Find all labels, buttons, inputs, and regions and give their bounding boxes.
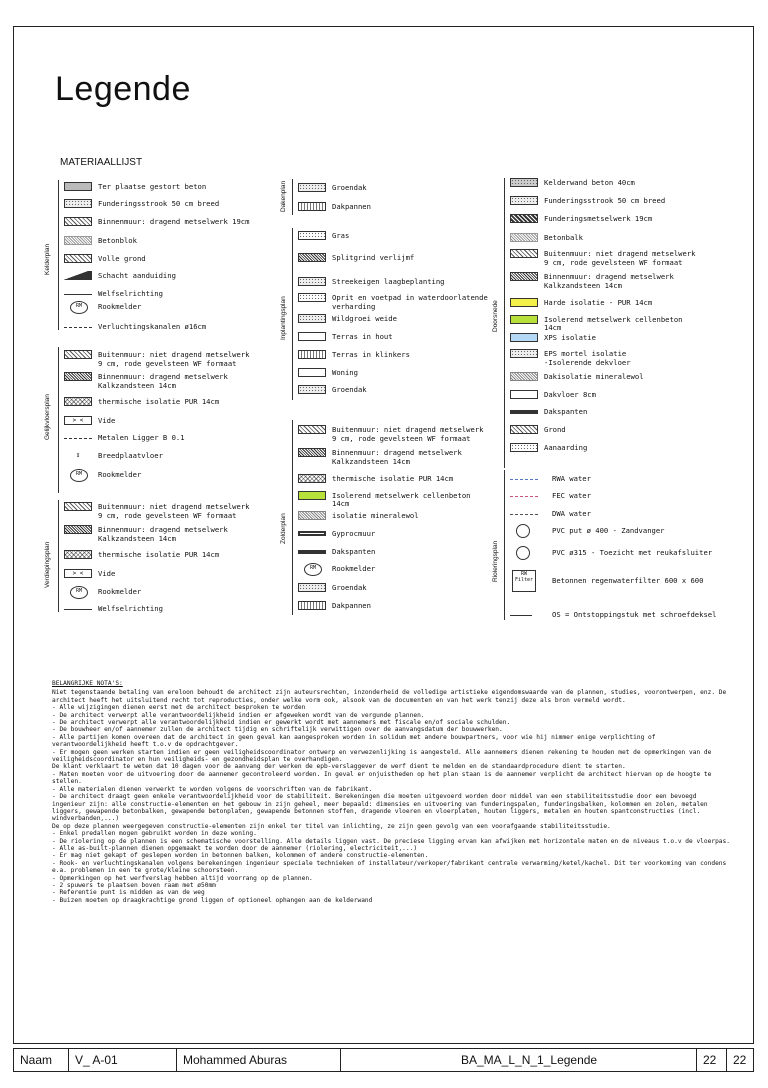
group-divider: [292, 179, 293, 215]
note-line: - De architect verwerpt alle verantwoordelijkheid indien er gewerkt wordt met aannemers met fiscale en/of sociale schulden.: [52, 719, 511, 727]
note-line: - Alle materialen dienen verwerkt te worden volgens de voorschriften van de fabrikant.: [52, 785, 373, 793]
section-subtitle: MATERIAALLIJST: [60, 157, 143, 168]
group-divider: [292, 420, 293, 615]
group-label: Dakenplan: [280, 180, 287, 212]
note-line: - 2 spuwers te plaatsen boven raam met ø50mm: [52, 881, 216, 889]
legend-column-2: Groendak Dakpannen Gras Splitgrind verlijmf Streekeigen laagbeplanting Oprit en voetpad in waterdoorlatende verharding Wildgroei weide Terras in hout Terras in klinkers Woning Groendak Buitenmuur: niet dragend metselwerk 9 cm, rode gevelsteen WF formaat Binnenmuur: dragend metselwerk Kalkzandsteen 14cm thermische isolatie PUR 14cm Isolerend metselwerk cellenbeton 14cm isolatie mineralewol Gyprocmuur Dakspanten RM Rookmelder Groendak Dakpannen: [298, 183, 498, 623]
note-line: - Buizen moeten op draagkrachtige grond liggen of optioneel ophangen aan de kelderwand: [52, 896, 373, 904]
note-line: - Referentie punt is midden as van de weg: [52, 889, 205, 897]
note-line: - De bouwheer en/of aannemer zullen de architect tijdig en schriftelijk verwittigen over de aanvangsdatum der bouwwerken.: [52, 726, 503, 734]
circle-icon: [516, 546, 530, 560]
important-notes: [52, 680, 732, 904]
footer-file: BA_MA_L_N_1_Legende: [341, 1049, 697, 1071]
note-line: De klant verklaart te weten dat 10 dagen voor de aanvang der werken de epb-verslaggever de werf dient te melden en de standaardprocedure dient te starten.: [52, 763, 626, 771]
group-label: Doorsnede: [492, 300, 499, 332]
note-line: De op deze plannen weergegeven constructie-elementen zijn enkel ter titel van inlichting, ze zijn geen gevolg van een voorafgaande stabiliteitsstudie.: [52, 822, 611, 830]
note-line: - Er mag niet gekapt of geslepen worden in betonnen balken, kolommen of andere constructie-elementen.: [52, 852, 429, 860]
group-label: Verdiepingsplan: [44, 541, 51, 588]
group-label: Zolderplan: [280, 513, 287, 544]
title-block: [13, 1048, 754, 1072]
note-line: - Enkel predallen mogen gebruikt worden in deze woning.: [52, 830, 257, 838]
footer-page: 22: [697, 1049, 727, 1071]
footer-total: 22: [733, 1053, 747, 1067]
group-divider: [58, 180, 59, 330]
footer-group: V_ A-01: [69, 1049, 177, 1071]
page-title: Legende: [55, 70, 191, 108]
smoke-detector-icon: RM: [70, 586, 88, 599]
group-divider: [292, 228, 293, 400]
smoke-detector-icon: RM: [70, 469, 88, 482]
note-line: - Opmerkingen op het werfverslag hebben altijd voorrang op de plannen.: [52, 874, 313, 882]
notes-title: BELANGRIJKE NOTA'S:: [52, 680, 123, 687]
group-divider: [504, 178, 505, 468]
group-label: Inplantingsplan: [280, 296, 287, 340]
filter-icon: RW Filter: [512, 570, 536, 592]
smoke-detector-icon: RM: [70, 301, 88, 314]
note-line: - De riolering op de plannen is een schematische voorstelling. Alle details liggen vast. De preciese ligging ervan kan afwijken met horizontale maten en de niveaus t.o.v de vloerpas.: [52, 837, 730, 845]
legend-column-1: Ter plaatse gestort beton Funderingsstrook 50 cm breed Binnenmuur: dragend metselwerk 19cm Betonblok Volle grond Schacht aanduiding Welfselrichting RM Rookmelder Verluchtingskanalen ø16cm Buitenmuur: niet dragend metselwerk 9 cm, rode gevelsteen WF formaat Binnenmuur: dragend metselwerk Kalkzandsteen 14cm thermische isolatie PUR 14cm > < Vide Metalen Ligger B 0.1 ↕ Breedplaatvloer RM Rookmelder Buitenmuur: niet dragend metselwerk 9 cm, rode gevelsteen WF formaat Binnenmuur: dragend metselwerk Kalkzandsteen 14cm thermische isolatie PUR 14cm > < Vide RM Rookmelder Welfselrichting: [64, 182, 274, 622]
legend-column-3: Kelderwand beton 40cm Funderingsstrook 50 cm breed Funderingsmetselwerk 19cm Betonbalk Buitenmuur: niet dragend metselwerk 9 cm, rode gevelsteen WF formaat Binnenmuur: dragend metselwerk Kalkzandsteen 14cm Harde isolatie - PUR 14cm Isolerend metselwerk cellenbeton 14cm XPS isolatie EPS mortel isolatie -Isolerende dekvloer Dakisolatie mineralewol Dakvloer 8cm Dakspanten Grond Aanaarding RWA water FEC water DWA water PVC put ø 400 - Zandvanger PVC ø315 - Toezicht met reukafsluiter RW Filter Betonnen regenwaterfilter 600 x 600 OS = Ontstoppingstuk met schroefdeksel: [510, 178, 750, 628]
footer-author: Mohammed Aburas: [177, 1049, 341, 1071]
note-line: - Alle as-built-plannen dienen opgemaakt te worden door de aannemer (riolering, electriciteit,...): [52, 844, 418, 852]
group-divider: [504, 470, 505, 620]
group-divider: [58, 347, 59, 493]
note-line: - Er mogen geen werken starten indien er geen veiligheidscoordinator ontwerp en verwezenlijking is aangesteld. Alle aannemers dienen rekening te houden met de opmerkingen van de veiligheidscoordinator en hun veiligheids- en gezondheidsplan te overhandigen.: [52, 748, 712, 764]
group-label: Gelijkvloersplan: [44, 394, 51, 440]
note-line: Niet tegenstaande betaling van ereloon behoudt de architect zijn auteursrechten, inzonderheid de volledige artistieke eigendomswaarde van de plannen, studies, voorontwerpen, enz. De architect heeft het uitsluitend recht tot reproducties, onder welke vorm ook, alsook van de documenten en van het werk tenzij deze als bron vermeld wordt.: [52, 689, 727, 704]
note-line: - De architect draagt geen enkele verantwoordelijkheid voor de stabiliteit. Berekeningen die moeten uitgevoerd worden door middel van een stabiliteitsstudie door een bevoegd ingenieur zijn: alle constructie-elementen en het gebouw in zijn geheel, meer bepaald: dimensies en uitvoering van funderingspalen, funderingsbalken, kolommen en zolen, metalen liggers, gewapende betonbalken, gewapende betonplaten, gewapende betonnen stoffen, dragende vloeren en vloerplaten, houten liggers, metalen en houten spantconstructies (incl. windverbanden,...): [52, 793, 708, 823]
note-line: - Rook- en verluchtingskanalen volgens berekeningen ingenieur speciale technieken of installateur/verkoper/fabrikant centrale verwarming/ketel/kachel. Dit ter voorkoming van condens e.a. problemen in een te grote/kleine schoorsteen.: [52, 859, 727, 875]
note-line: - Alle wijzigingen dienen eerst met de architect besproken te worden: [52, 704, 306, 712]
note-line: - De architect verwerpt alle verantwoordelijkheid indien er afgeweken wordt van de vergunde plannen.: [52, 711, 425, 719]
group-label: Rioleringsplan: [492, 540, 499, 582]
circle-icon: [516, 524, 530, 538]
note-line: - Maten moeten voor de uitvoering door de aannemer gecontroleerd worden. In geval er onjuistheden op het plan staan is de aannemer verplicht de architect hiervan op de hoogte te stellen.: [52, 770, 712, 786]
group-divider: [58, 500, 59, 612]
smoke-detector-icon: RM: [304, 563, 322, 576]
note-line: - Alle partijen komen overeen dat de architect in geen geval kan aangesproken worden in solidum met andere bouwpartners, voor wie hij nimmer enige verplichting of verantwoordelijkheid heeft t.o.v de opdrachtgever.: [52, 733, 656, 749]
double-arrow-icon: ↕: [75, 450, 81, 459]
footer-label: Naam: [14, 1049, 69, 1071]
group-label: Kelderplan: [44, 243, 51, 275]
